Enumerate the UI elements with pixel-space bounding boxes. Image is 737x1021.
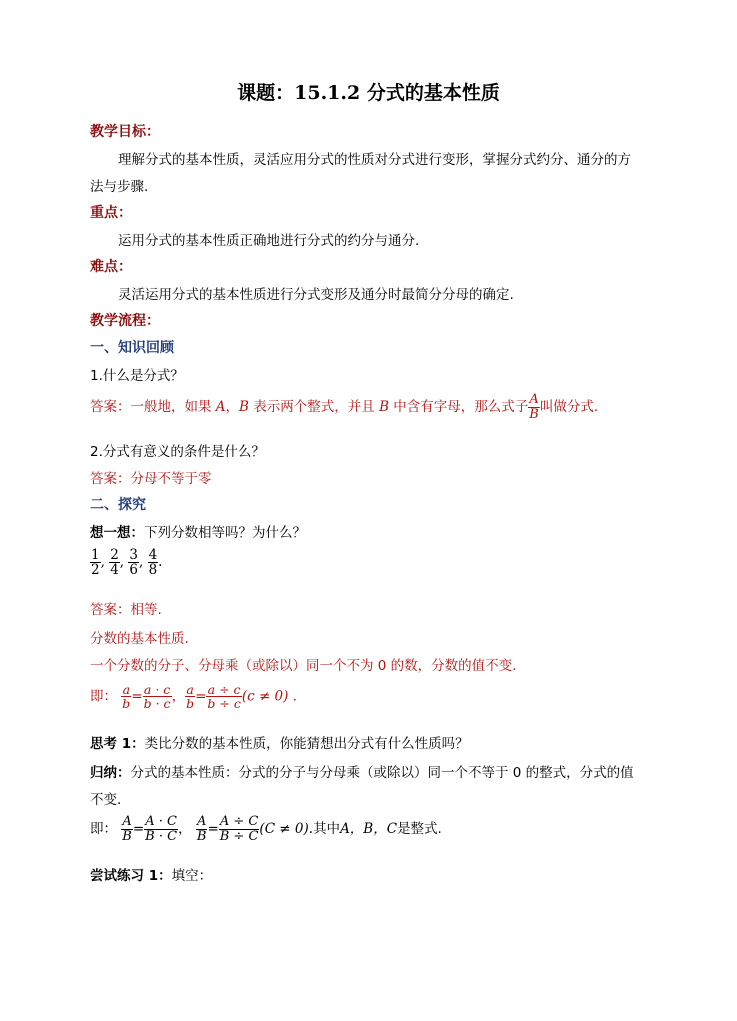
f2-lhs-num: A [122,814,132,829]
review-heading: 一、知识回顾 [90,340,174,356]
f2-where: 其中 [313,821,341,838]
f1-rhs2-num: a ÷ c [207,682,241,697]
f2-eq-1: = [132,821,145,838]
f1-end: . [292,688,297,705]
f2-lhs2-num: A [196,814,207,829]
fraction-1 [90,548,101,577]
answer-1-fraction [528,393,540,421]
think-1-label: 思考 1： [90,736,145,752]
fraction-3-den: 6 [129,562,138,579]
answer-1-mid2: 中含有字母，那么式子 [393,399,529,416]
answer-1-frac-den: B [529,406,539,422]
think-1-text: 类比分数的基本性质，你能猜想出分式有什么性质吗？ [144,736,469,752]
f1-rhs-den: b · c [143,696,171,712]
fraction-4-den: 8 [148,562,158,579]
formula-2-row [90,815,442,843]
fraction-3-num: 3 [129,547,138,563]
objectives-line-2: 法与步骤. [90,179,149,195]
practice-1 [90,864,212,884]
f1-lhs2-num: a [186,682,194,697]
f1-rhs2-den: b ÷ c [207,696,241,712]
f1-eq-2: = [195,688,207,705]
keypoint-text: 运用分式的基本性质正确地进行分式的约分与通分. [118,233,420,249]
f2-tail: 是整式. [397,821,442,838]
explore-answer: 答案：相等. [90,602,162,618]
review-question-2: 2.分式有意义的条件是什么？ [90,444,265,460]
explore-heading: 二、探究 [90,497,146,513]
f1-sep: ， [171,688,186,705]
answer-1-var-b2: B [379,399,389,416]
answer-1-comma: ， [225,399,240,416]
objectives-line-1: 理解分式的基本性质，灵活应用分式的性质对分式进行变形，掌握分式约分、通分的方 [118,152,631,168]
f1-lhs-den: b [122,696,131,712]
f2-lhs2 [196,815,208,843]
keypoint-heading: 重点： [90,205,132,221]
ji-label-2: 即： [90,821,117,838]
review-answer-1 [90,393,598,421]
answer-1-suffix: 叫做分式. [539,399,599,416]
think-text: 下列分数相等吗？为什么？ [144,525,306,541]
f2-condition: (C ≠ 0). [259,821,314,838]
think-1 [90,732,469,752]
practice-text: 填空： [171,868,213,884]
f2-rhs-den: B · C [145,828,178,844]
fraction-4-num: 4 [148,547,158,563]
f1-lhs-num: a [122,682,131,697]
f1-rhs2 [206,683,241,710]
page-title: 课题：15.1.2 分式的基本性质 [237,82,500,104]
review-question-1: 1.什么是分式？ [90,368,184,384]
f1-condition: (c ≠ 0) [241,688,289,705]
answer-1-frac-num: A [529,392,539,407]
difficulty-heading: 难点： [90,259,132,275]
process-heading: 教学流程： [90,313,160,329]
f2-rhs [144,815,178,843]
f1-rhs [143,683,172,710]
f1-lhs2 [185,683,195,710]
answer-1-prefix: 答案：一般地，如果 [90,399,212,416]
f1-lhs2-den: b [186,696,195,712]
fraction-2 [109,548,120,577]
f1-lhs [121,683,131,710]
f1-rhs-num: a · c [143,682,171,697]
fraction-1-num: 1 [91,547,100,563]
think-label: 想一想： [90,525,144,541]
fraction-2-num: 2 [110,547,119,563]
summary-line-2: 不变. [90,792,122,808]
f2-lhs2-den: B [196,828,207,844]
f2-rhs2-num: A ÷ C [219,814,259,829]
property-title: 分数的基本性质. [90,631,189,647]
ji-label-1: 即： [90,688,117,705]
answer-1-var-b: B [239,399,249,416]
review-answer-2: 答案：分母不等于零 [90,471,212,487]
f2-eq-2: = [207,821,219,838]
answer-1-var-a: A [215,399,226,416]
practice-label: 尝试练习 1： [90,868,172,884]
think-prompt [90,521,306,541]
f2-vars: A，B，C [340,821,398,838]
fraction-3 [128,548,139,577]
f2-lhs [121,815,133,843]
summary-label: 归纳： [90,765,131,781]
f2-lhs-den: B [122,828,132,844]
f2-rhs-num: A · C [145,814,177,829]
fraction-4 [148,548,159,577]
answer-1-mid: 表示两个整式，并且 [253,399,375,416]
summary-text-1: 分式的基本性质：分式的分子与分母乘（或除以）同一个不等于 0 的整式，分式的值 [130,765,634,781]
fraction-list: $\frac{1}{2}$ , $\frac{2}{4}$ , $\frac{3}{6}$ , $\frac{4}{8}$ . [91,547,163,579]
objectives-heading: 教学目标： [90,124,160,140]
f2-rhs2-den: B ÷ C [219,828,259,844]
f1-eq-1: = [131,688,143,705]
fraction-1-den: 2 [91,562,100,579]
f2-sep: ， [178,821,192,838]
f2-rhs2 [219,815,260,843]
property-text: 一个分数的分子、分母乘（或除以）同一个不为 0 的数，分数的值不变. [90,658,517,674]
difficulty-text: 灵活运用分式的基本性质进行分式变形及通分时最简分分母的确定. [118,287,514,303]
summary-line-1 [90,761,634,781]
formula-1-row [90,683,297,710]
fraction-2-den: 4 [110,562,119,579]
